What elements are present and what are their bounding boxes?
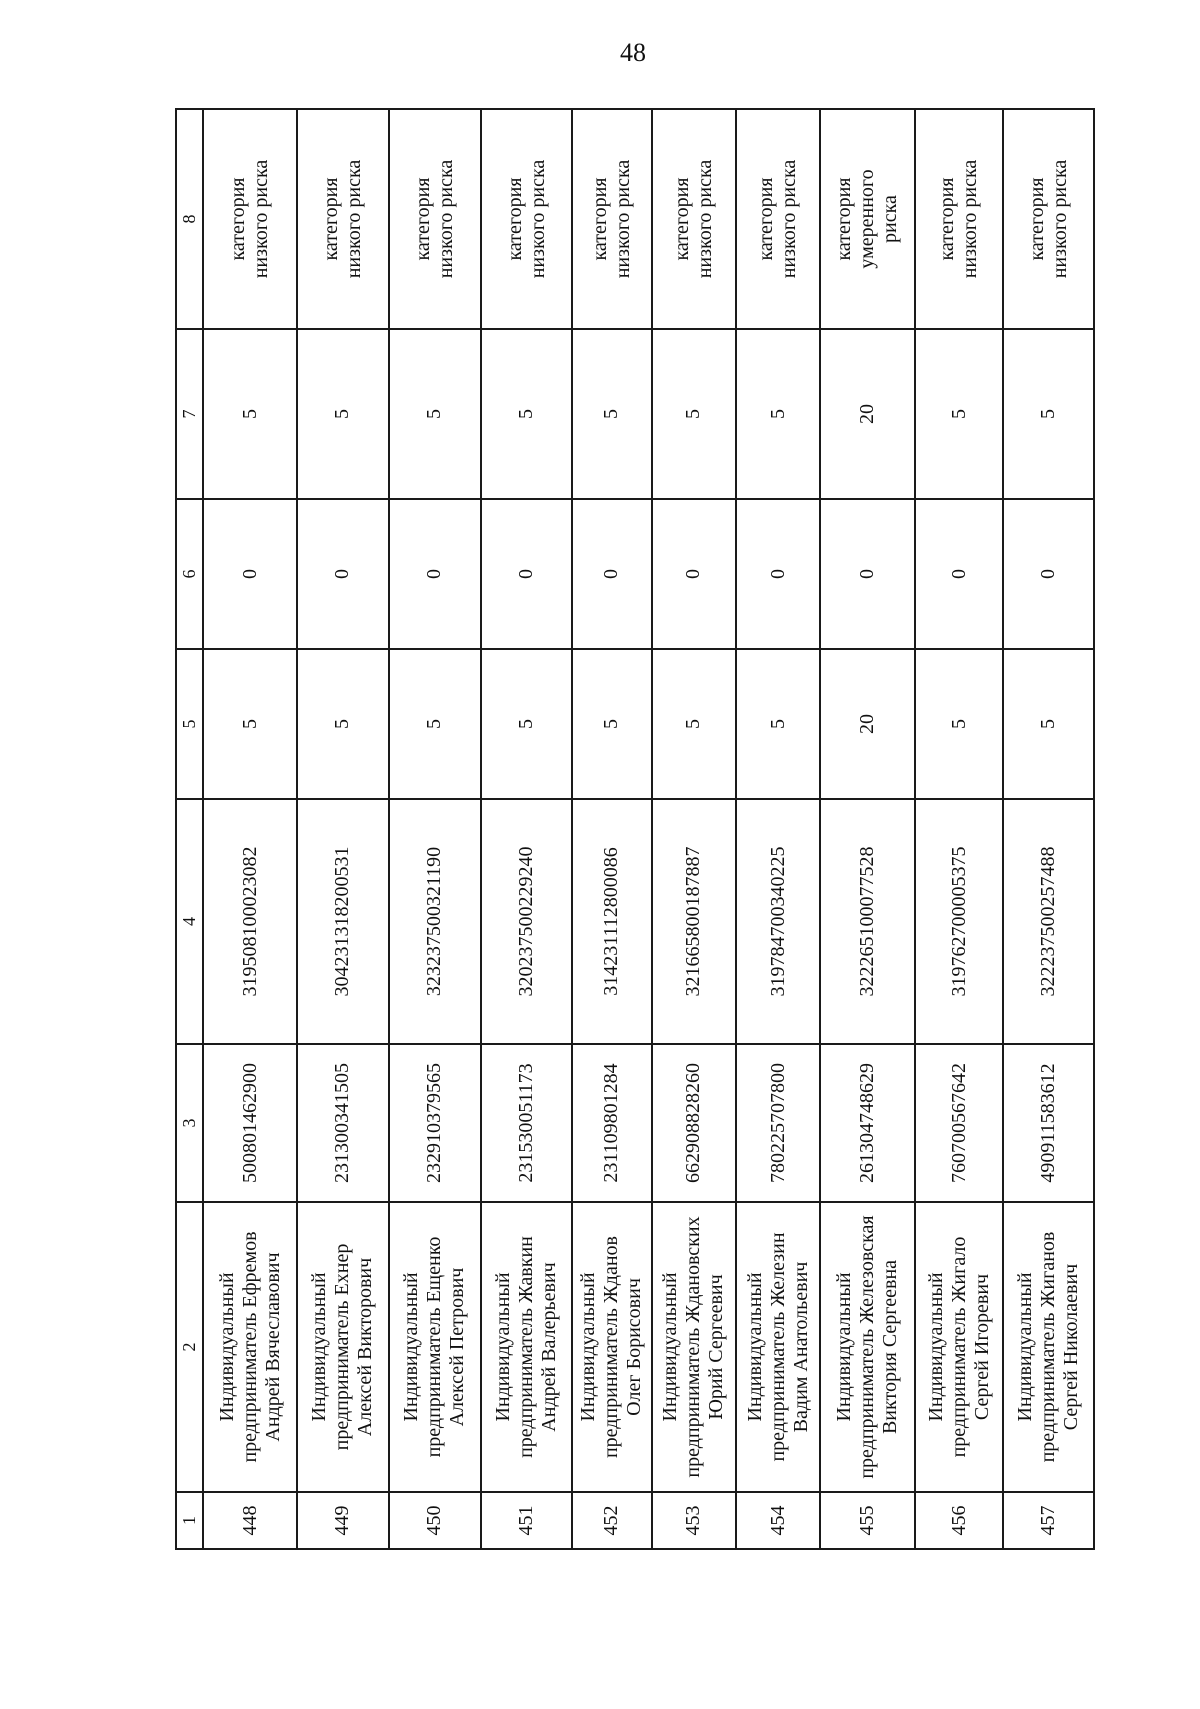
column-5-value: 20	[820, 649, 915, 799]
column-5-value: 5	[297, 649, 389, 799]
entrepreneur-name	[1003, 1202, 1094, 1492]
entrepreneur-name	[820, 1202, 915, 1492]
cell-line: предприниматель Жиганов	[1037, 1231, 1060, 1463]
risk-category	[389, 109, 482, 329]
column-number: 7	[176, 329, 203, 499]
column-number: 5	[176, 649, 203, 799]
row-number: 455	[820, 1492, 915, 1549]
cell-line: низкого риска	[959, 159, 982, 279]
table-row	[572, 109, 652, 1549]
cell-line: Индивидуальный	[659, 1272, 682, 1422]
row-number: 449	[297, 1492, 389, 1549]
ogrnip-value: 321665800187887	[652, 799, 736, 1044]
inn-value: 231109801284	[572, 1044, 652, 1202]
entrepreneur-name	[915, 1202, 1003, 1492]
column-5-value: 5	[481, 649, 572, 799]
table-row	[1003, 109, 1094, 1549]
row-number: 456	[915, 1492, 1003, 1549]
column-7-value: 5	[297, 329, 389, 499]
cell-line: категория	[319, 177, 342, 261]
column-6-value: 0	[572, 499, 652, 649]
risk-category	[572, 109, 652, 329]
cell-line: низкого риска	[693, 159, 716, 279]
inn-value: 662908828260	[652, 1044, 736, 1202]
column-number: 2	[176, 1202, 203, 1492]
cell-line: Сергей Николаевич	[1060, 1263, 1083, 1431]
row-number: 452	[572, 1492, 652, 1549]
table-row	[820, 109, 915, 1549]
cell-line: предприниматель Железовская	[856, 1215, 879, 1479]
cell-line: Индивидуальный	[924, 1272, 947, 1422]
column-6-value: 0	[736, 499, 820, 649]
table-row	[297, 109, 389, 1549]
cell-line: Алексей Петрович	[446, 1267, 469, 1427]
cell-line: Индивидуальный	[308, 1272, 331, 1422]
column-6-value: 0	[389, 499, 482, 649]
inn-value: 231530051173	[481, 1044, 572, 1202]
cell-line: категория	[588, 177, 611, 261]
column-7-value: 5	[1003, 329, 1094, 499]
risk-category	[820, 109, 915, 329]
row-number: 451	[481, 1492, 572, 1549]
row-number: 448	[203, 1492, 297, 1549]
cell-line: Андрей Вячеславович	[261, 1252, 284, 1442]
column-7-value: 5	[203, 329, 297, 499]
inn-value: 261304748629	[820, 1044, 915, 1202]
ogrnip-value: 314231112800086	[572, 799, 652, 1044]
row-number: 457	[1003, 1492, 1094, 1549]
table-row	[652, 109, 736, 1549]
table-row	[736, 109, 820, 1549]
inn-value: 780225707800	[736, 1044, 820, 1202]
row-number: 453	[652, 1492, 736, 1549]
column-6-value: 0	[820, 499, 915, 649]
cell-line: Виктория Сергеевна	[879, 1259, 902, 1435]
cell-line: Индивидуальный	[400, 1272, 423, 1422]
cell-line: умеренного	[856, 169, 879, 269]
column-5-value: 5	[652, 649, 736, 799]
column-5-value: 5	[915, 649, 1003, 799]
column-5-value: 5	[1003, 649, 1094, 799]
cell-line: Олег Борисович	[623, 1278, 646, 1416]
inn-value: 490911583612	[1003, 1044, 1094, 1202]
cell-line: низкого риска	[250, 159, 273, 279]
column-number: 3	[176, 1044, 203, 1202]
column-7-value: 5	[915, 329, 1003, 499]
rotated-table-container	[175, 110, 1200, 1550]
cell-line: низкого риска	[342, 159, 365, 279]
page-number: 48	[620, 38, 646, 67]
cell-line: низкого риска	[1048, 159, 1071, 279]
ogrnip-value: 320237500229240	[481, 799, 572, 1044]
column-number: 6	[176, 499, 203, 649]
column-number: 1	[176, 1492, 203, 1549]
column-7-value: 20	[820, 329, 915, 499]
column-5-value: 5	[203, 649, 297, 799]
column-5-value: 5	[389, 649, 482, 799]
ogrnip-value: 304231318200531	[297, 799, 389, 1044]
cell-line: категория	[503, 177, 526, 261]
inn-value: 500801462900	[203, 1044, 297, 1202]
table-row	[481, 109, 572, 1549]
cell-line: Индивидуальный	[492, 1272, 515, 1422]
cell-line: категория	[1025, 177, 1048, 261]
cell-line: предприниматель Ефремов	[238, 1231, 261, 1463]
cell-line: Андрей Валерьевич	[538, 1262, 561, 1432]
cell-line: Индивидуальный	[577, 1272, 600, 1422]
cell-line: Алексей Викторович	[354, 1257, 377, 1437]
risk-category	[203, 109, 297, 329]
ogrnip-value: 322237500257488	[1003, 799, 1094, 1044]
cell-line: Вадим Анатольевич	[789, 1261, 812, 1433]
cell-line: предприниматель Железин	[766, 1232, 789, 1462]
column-5-value: 5	[572, 649, 652, 799]
inn-value: 231300341505	[297, 1044, 389, 1202]
column-number: 8	[176, 109, 203, 329]
inn-value: 760700567642	[915, 1044, 1003, 1202]
column-7-value: 5	[736, 329, 820, 499]
entrepreneur-name	[203, 1202, 297, 1492]
cell-line: предприниматель Жавкин	[515, 1236, 538, 1458]
column-number-row	[176, 109, 203, 1549]
column-5-value: 5	[736, 649, 820, 799]
column-6-value: 0	[203, 499, 297, 649]
column-7-value: 5	[572, 329, 652, 499]
table-row	[203, 109, 297, 1549]
cell-line: Индивидуальный	[215, 1272, 238, 1422]
cell-line: предприниматель Ехнер	[331, 1243, 354, 1451]
column-7-value: 5	[652, 329, 736, 499]
risk-category	[652, 109, 736, 329]
cell-line: Индивидуальный	[743, 1272, 766, 1422]
ogrnip-value: 319784700340225	[736, 799, 820, 1044]
cell-line: категория	[227, 177, 250, 261]
cell-line: предприниматель Жигало	[947, 1236, 970, 1458]
cell-line: низкого риска	[611, 159, 634, 279]
entrepreneur-name	[481, 1202, 572, 1492]
cell-line: категория	[755, 177, 778, 261]
row-number: 454	[736, 1492, 820, 1549]
column-number: 4	[176, 799, 203, 1044]
cell-line: Индивидуальный	[833, 1272, 856, 1422]
table-row	[915, 109, 1003, 1549]
risk-category	[915, 109, 1003, 329]
cell-line: низкого риска	[526, 159, 549, 279]
entrepreneur-name	[572, 1202, 652, 1492]
cell-line: Сергей Игоревич	[970, 1273, 993, 1421]
entrepreneur-name	[297, 1202, 389, 1492]
cell-line: предприниматель Ждановских	[682, 1216, 705, 1478]
column-6-value: 0	[481, 499, 572, 649]
cell-line: риска	[879, 195, 902, 243]
cell-line: низкого риска	[434, 159, 457, 279]
cell-line: Юрий Сергеевич	[705, 1274, 728, 1420]
cell-line: категория	[833, 177, 856, 261]
cell-line: предприниматель Жданов	[600, 1235, 623, 1459]
ogrnip-value: 319762700005375	[915, 799, 1003, 1044]
column-6-value: 0	[1003, 499, 1094, 649]
inn-value: 232910379565	[389, 1044, 482, 1202]
entrepreneur-name	[652, 1202, 736, 1492]
row-number: 450	[389, 1492, 482, 1549]
column-6-value: 0	[652, 499, 736, 649]
cell-line: категория	[411, 177, 434, 261]
column-6-value: 0	[297, 499, 389, 649]
cell-line: низкого риска	[778, 159, 801, 279]
ogrnip-value: 322265100077528	[820, 799, 915, 1044]
entrepreneur-name	[736, 1202, 820, 1492]
cell-line: категория	[936, 177, 959, 261]
risk-category	[481, 109, 572, 329]
column-6-value: 0	[915, 499, 1003, 649]
ogrnip-value: 323237500321190	[389, 799, 482, 1044]
column-7-value: 5	[481, 329, 572, 499]
column-7-value: 5	[389, 329, 482, 499]
registry-table	[175, 108, 1095, 1550]
risk-category	[297, 109, 389, 329]
cell-line: предприниматель Ещенко	[423, 1236, 446, 1458]
cell-line: Индивидуальный	[1014, 1272, 1037, 1422]
cell-line: категория	[670, 177, 693, 261]
ogrnip-value: 319508100023082	[203, 799, 297, 1044]
risk-category	[736, 109, 820, 329]
table-body	[176, 109, 1094, 1549]
table-row	[389, 109, 482, 1549]
entrepreneur-name	[389, 1202, 482, 1492]
risk-category	[1003, 109, 1094, 329]
